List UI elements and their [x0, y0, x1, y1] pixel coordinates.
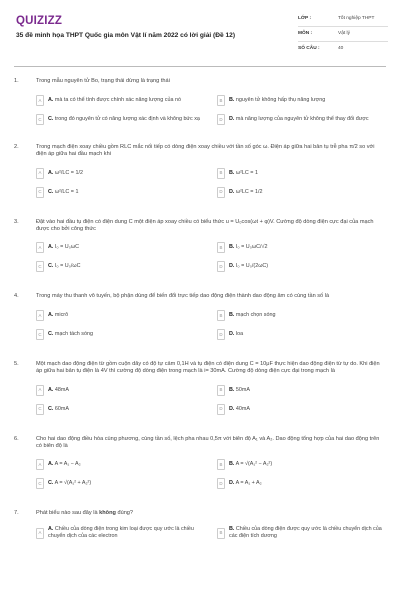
- option-value: ω²/LC = 1: [54, 188, 79, 195]
- option-letter-box: A: [36, 168, 44, 179]
- option-key: B.: [229, 526, 235, 533]
- option-text: [229, 263, 268, 270]
- option-value: ω²LC = 1/2: [235, 188, 263, 195]
- option-key: A.: [48, 96, 54, 103]
- document-meta: [298, 12, 388, 57]
- option-key: C.: [48, 115, 54, 122]
- option-text: [48, 526, 203, 540]
- option-letter-box: B: [217, 310, 225, 321]
- meta-label: MÔN :: [298, 30, 313, 36]
- question-text: Đặt vào hai đầu tụ điện có điện dung C một điện áp xoay chiều có biểu thức u = U₀cos(ωt + φ)V. Cường độ dòng điện cực đại của mạch được cho bởi công thức: [36, 218, 374, 232]
- answer-option-a[interactable]: [36, 167, 203, 180]
- question-text: Một mạch dao động điện từ gồm cuộn dây có độ tự cảm 0,1H và tụ điện có điện dung C = 10μF thực hiện dao động điện từ tự do. Khi điện áp giữa hai bản tụ điện là 4V thì cường độ dòng điện trong mạch là i= 30mA. Cường độ dòng điện cực đại trong mạch là: [36, 361, 380, 375]
- answer-option-c[interactable]: [36, 328, 203, 341]
- answer-option-d[interactable]: [217, 403, 384, 416]
- answer-option-d[interactable]: [217, 477, 384, 490]
- question-6: [0, 436, 400, 491]
- answer-option-b[interactable]: [217, 241, 384, 254]
- option-key: C.: [48, 405, 54, 412]
- option-key: B.: [229, 96, 235, 103]
- option-value: micrô: [54, 312, 69, 319]
- option-letter-box: B: [217, 95, 225, 106]
- question-text: Trong mẫu nguyên tử Bo, trạng thái dừng là trạng thái: [36, 78, 170, 84]
- option-value: mà năng lượng của nguyên tử không thể thay đổi được: [235, 115, 369, 122]
- option-text: [229, 97, 325, 104]
- meta-label: SỐ CÂU :: [298, 46, 320, 52]
- option-text: [229, 170, 258, 177]
- option-text: [229, 244, 267, 251]
- header-divider: [14, 66, 386, 67]
- answer-option-c[interactable]: [36, 403, 203, 416]
- question-number: 3.: [14, 218, 19, 225]
- option-key: D.: [229, 405, 235, 412]
- option-value: A = √(A₁² + A₂²): [54, 480, 92, 487]
- meta-label: LỚP :: [298, 15, 312, 21]
- option-letter-box: A: [36, 528, 44, 539]
- answer-option-a[interactable]: [36, 241, 203, 254]
- option-text: [48, 116, 200, 123]
- option-letter-box: D: [217, 114, 225, 125]
- option-text: [48, 263, 81, 270]
- option-value: I₀ = U₀ωC: [54, 244, 80, 251]
- option-key: A.: [48, 461, 54, 468]
- answer-options: [36, 167, 384, 199]
- option-text: [48, 387, 69, 394]
- option-text: [229, 526, 384, 540]
- option-key: A.: [48, 169, 54, 176]
- option-letter-box: B: [217, 459, 225, 470]
- question-5: [0, 361, 400, 416]
- option-value: A = √(A₁² − A₂²): [235, 461, 273, 468]
- question-list: [0, 78, 400, 558]
- option-key: C.: [48, 188, 54, 195]
- answer-option-c[interactable]: [36, 477, 203, 490]
- option-value: ω²/LC = 1/2: [54, 169, 83, 176]
- answer-options: [36, 309, 384, 341]
- question-number: 5.: [14, 361, 19, 368]
- question-7: [0, 510, 400, 540]
- option-letter-box: A: [36, 459, 44, 470]
- answer-options: [36, 526, 384, 540]
- answer-option-d[interactable]: [217, 328, 384, 341]
- option-text: [48, 461, 81, 468]
- option-letter-box: B: [217, 242, 225, 253]
- option-key: D.: [229, 331, 235, 338]
- option-letter-box: C: [36, 114, 44, 125]
- option-key: A.: [48, 526, 54, 533]
- option-letter-box: D: [217, 329, 225, 340]
- option-value: I₀ = U₀/(2ωC): [235, 263, 269, 270]
- option-letter-box: D: [217, 187, 225, 198]
- option-text: [229, 406, 250, 413]
- option-text: [48, 97, 181, 104]
- option-text: [48, 189, 78, 196]
- option-letter-box: D: [217, 261, 225, 272]
- option-value: 48mA: [54, 386, 69, 393]
- option-text: [48, 331, 93, 338]
- question-number: 4.: [14, 293, 19, 300]
- option-letter-box: A: [36, 310, 44, 321]
- option-key: D.: [229, 480, 235, 487]
- question-4: [0, 293, 400, 341]
- option-key: D.: [229, 188, 235, 195]
- question-text: Trong máy thu thanh vô tuyến, bộ phận dùng để biến đổi trực tiếp dao động điện thành dao động âm có cùng tần số là: [36, 293, 330, 300]
- option-key: B.: [229, 386, 235, 393]
- option-key: A.: [48, 244, 54, 251]
- answer-option-c[interactable]: [36, 260, 203, 273]
- option-value: Chiều của dòng điện trong kim loại được quy ước là chiều chuyển dịch của các electron: [48, 526, 194, 540]
- option-value: Chiều của dòng điện được quy ước là chiều chuyển dịch của các điện tích dương: [229, 526, 382, 540]
- question-number: 1.: [14, 78, 19, 84]
- option-letter-box: C: [36, 329, 44, 340]
- meta-row-subject: [298, 27, 388, 42]
- option-letter-box: D: [217, 404, 225, 415]
- option-letter-box: B: [217, 168, 225, 179]
- answer-option-b[interactable]: [217, 458, 384, 471]
- option-value: mạch tách sóng: [54, 331, 93, 338]
- option-key: C.: [48, 480, 54, 487]
- option-value: I₀ = U₀/ωC: [54, 263, 81, 270]
- meta-value: Vật lý: [338, 30, 350, 36]
- option-text: [48, 312, 68, 319]
- option-text: [229, 312, 275, 319]
- answer-option-c[interactable]: [36, 113, 203, 126]
- question-number: 2.: [14, 144, 19, 150]
- answer-option-d[interactable]: [217, 113, 384, 126]
- question-2: [0, 144, 400, 199]
- document-header: [0, 0, 400, 66]
- option-value: I₀ = U₀ωC/√2: [235, 244, 268, 251]
- document-title: 35 đề minh họa THPT Quốc gia môn Vật lí năm 2022 có lời giải (Đề 12): [16, 32, 236, 39]
- option-letter-box: C: [36, 404, 44, 415]
- question-number: 7.: [14, 510, 19, 517]
- question-text: [36, 510, 384, 518]
- option-letter-box: B: [217, 385, 225, 396]
- option-text: [229, 480, 262, 487]
- option-letter-box: C: [36, 187, 44, 198]
- option-text: [48, 480, 91, 487]
- option-value: trong đó nguyên tử có năng lượng xác định và không bức xạ: [54, 115, 200, 122]
- quizizz-logo: QUIZIZZ: [16, 15, 63, 27]
- question-3: [0, 219, 400, 274]
- option-key: D.: [229, 115, 235, 122]
- answer-option-b[interactable]: [217, 94, 384, 107]
- option-text: [48, 406, 69, 413]
- answer-options: [36, 241, 384, 273]
- option-value: ω²LC = 1: [235, 169, 258, 176]
- option-value: 60mA: [54, 405, 69, 412]
- question-text-emphasis: không: [99, 510, 116, 517]
- option-letter-box: D: [217, 478, 225, 489]
- option-key: B.: [229, 312, 235, 319]
- option-key: B.: [229, 169, 235, 176]
- option-value: 50mA: [235, 386, 250, 393]
- option-text: [229, 387, 250, 394]
- answer-option-b[interactable]: [217, 384, 384, 397]
- option-key: A.: [48, 312, 54, 319]
- option-letter-box: A: [36, 385, 44, 396]
- option-text: [229, 461, 272, 468]
- answer-option-b[interactable]: [217, 309, 384, 322]
- answer-option-a[interactable]: [36, 384, 203, 397]
- answer-option-a[interactable]: [36, 94, 203, 107]
- option-text: [48, 244, 79, 251]
- answer-option-d[interactable]: [217, 260, 384, 273]
- option-value: A = A₁ − A₂: [54, 461, 81, 468]
- option-value: mà ta có thể tính được chính xác năng lượng của nó: [54, 96, 181, 103]
- option-text: [229, 331, 243, 338]
- question-text-part: Phát biểu nào sau đây là: [36, 510, 100, 517]
- answer-option-a[interactable]: [36, 526, 203, 540]
- option-value: 40mA: [235, 405, 250, 412]
- option-text: [48, 170, 83, 177]
- meta-row-question-count: [298, 42, 388, 57]
- answer-option-b[interactable]: [217, 526, 384, 540]
- answer-option-a[interactable]: [36, 309, 203, 322]
- option-key: D.: [229, 263, 235, 270]
- option-value: A = A₁ + A₂: [235, 480, 262, 487]
- option-letter-box: C: [36, 478, 44, 489]
- option-letter-box: A: [36, 95, 44, 106]
- question-text: Cho hai dao động điều hòa cùng phương, cùng tần số, lệch pha nhau 0,5π với biên độ A₁ và A₂. Dao động tổng hợp của hai dao động trên có biên độ là: [36, 435, 380, 449]
- option-text: [229, 189, 262, 196]
- question-1: [0, 78, 400, 126]
- question-number: 6.: [14, 435, 19, 442]
- option-key: A.: [48, 386, 54, 393]
- option-key: B.: [229, 461, 235, 468]
- answer-options: [36, 384, 384, 416]
- answer-option-b[interactable]: [217, 167, 384, 180]
- option-value: mạch chọn sóng: [235, 312, 276, 319]
- option-key: B.: [229, 244, 235, 251]
- answer-options: [36, 458, 384, 490]
- meta-value: 40: [338, 46, 344, 52]
- option-key: C.: [48, 263, 54, 270]
- option-letter-box: B: [217, 528, 225, 539]
- question-text: Trong mạch điện xoay chiều gồm RLC mắc nối tiếp có dòng điện xoay chiều với tần số góc ω. Điện áp giữa hai bản tụ trễ pha π/2 so với điện áp giữa hai đầu mạch khi: [36, 144, 375, 158]
- option-value: nguyên tử không hấp thụ năng lượng: [235, 96, 326, 103]
- option-value: loa: [235, 331, 244, 338]
- answer-option-c[interactable]: [36, 186, 203, 199]
- answer-options: [36, 94, 384, 126]
- option-letter-box: A: [36, 242, 44, 253]
- meta-value: Tốt nghiệp THPT: [338, 15, 375, 21]
- question-text-part: đúng?: [115, 510, 134, 517]
- option-text: [229, 116, 369, 123]
- option-letter-box: C: [36, 261, 44, 272]
- answer-option-d[interactable]: [217, 186, 384, 199]
- answer-option-a[interactable]: [36, 458, 203, 471]
- meta-row-class: [298, 12, 388, 27]
- option-key: C.: [48, 331, 54, 338]
